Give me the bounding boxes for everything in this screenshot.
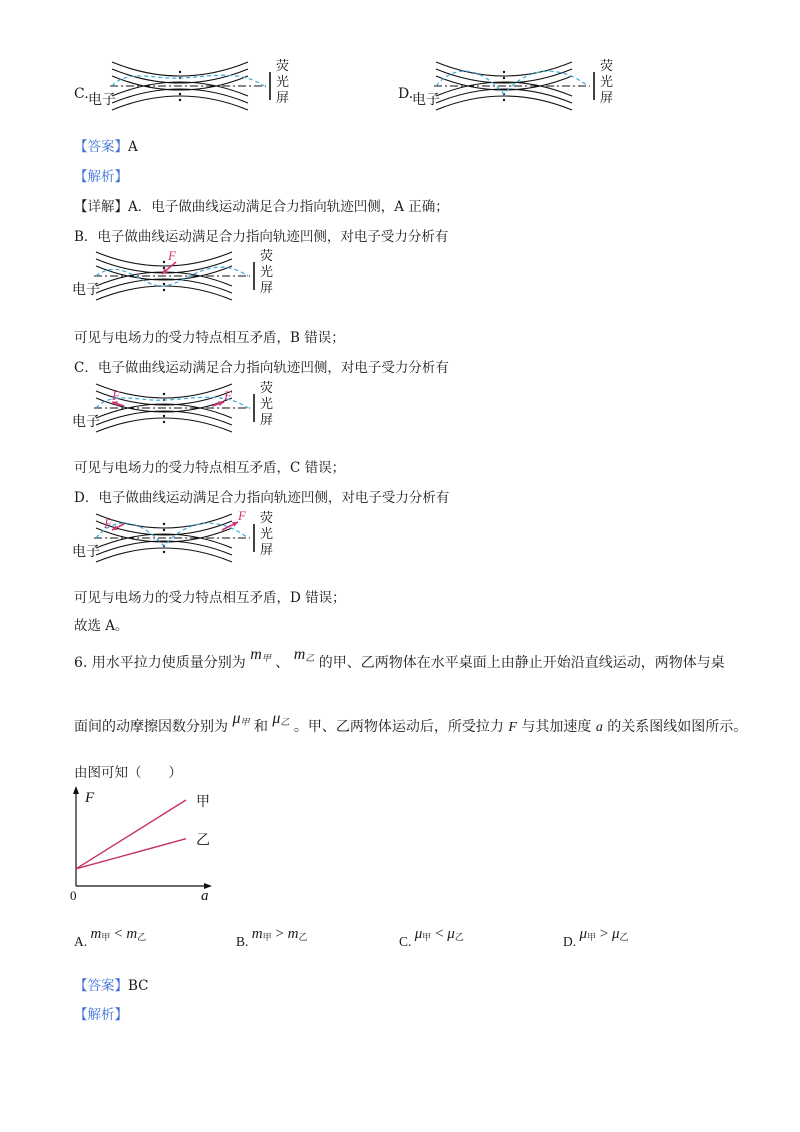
field-point — [503, 99, 505, 101]
electron-label: 电子 — [88, 92, 116, 108]
q6-line3: 由图可知（ ） — [74, 765, 182, 781]
force-figure-d — [72, 508, 282, 564]
field-line-upper — [112, 62, 248, 76]
conclusion-c: 可见与电场力的受力特点相互矛盾，C 错误； — [74, 460, 346, 476]
screen-label-char: 荧 — [260, 249, 274, 264]
option-d-label: D. — [398, 86, 414, 102]
field-point — [163, 551, 165, 553]
field-point — [503, 71, 505, 73]
electron-label: 电子 — [412, 92, 440, 108]
screen-label-char: 荧 — [276, 59, 290, 74]
screen-label-char: 屏 — [260, 543, 274, 558]
m-jia-symbol: $m_甲$ — [250, 646, 271, 663]
q6-analysis-bracket: 【解析】 — [74, 1007, 128, 1023]
field-line-lower — [112, 96, 248, 110]
mu-yi-symbol: $\mu_乙$ — [272, 710, 290, 727]
option-c-label: C. — [74, 86, 89, 102]
detail-d-text: D．电子做曲线运动满足合力指向轨迹凹侧，对电子受力分析有 — [74, 490, 450, 506]
q6-option-a[interactable] — [74, 926, 147, 949]
field-figure-option-c — [88, 56, 298, 112]
field-point — [179, 99, 181, 101]
field-line-lower — [96, 286, 232, 300]
analysis-bracket: 【解析】 — [74, 169, 128, 185]
detail-c-text: C．电子做曲线运动满足合力指向轨迹凹侧，对电子受力分析有 — [74, 360, 449, 376]
screen-label-char: 光 — [260, 397, 274, 412]
detail-a-line — [74, 195, 449, 215]
series-label: 乙 — [196, 832, 210, 849]
field-line-upper — [96, 514, 232, 528]
q6-sep: 、 — [275, 655, 290, 671]
screen-label-char: 屏 — [260, 281, 274, 296]
option-expression: $m_甲 > m_乙$ — [251, 926, 308, 942]
option-expression: $m_甲 < m_乙$ — [90, 926, 147, 942]
field-line-upper — [436, 62, 572, 76]
q6-line2-mid: 。甲、乙两物体运动后，所受拉力 — [293, 719, 504, 735]
field-point — [163, 289, 165, 291]
option-expression: $\mu_甲 > \mu_乙$ — [579, 926, 629, 942]
a-symbol: a — [595, 720, 603, 735]
conclusion-b: 可见与电场力的受力特点相互矛盾，B 错误； — [74, 330, 345, 346]
q6-answer-bracket: 【答案】 — [74, 978, 128, 994]
force-label: F — [238, 508, 246, 523]
field-point — [179, 93, 181, 95]
answer-bracket: 【答案】 — [74, 139, 128, 155]
q6-option-c[interactable] — [399, 926, 464, 949]
q6-line2-end: 的关系图线如图所示。 — [607, 719, 748, 735]
force-label: F — [168, 248, 176, 263]
y-axis-label: F — [85, 790, 95, 806]
field-line-upper — [96, 252, 232, 266]
x-axis-label: a — [201, 888, 209, 902]
screen-label-char: 荧 — [600, 59, 614, 74]
screen-label-char: 屏 — [260, 413, 274, 428]
field-point — [163, 267, 165, 269]
detail-bracket: 【详解】 — [74, 199, 128, 215]
mu-jia-symbol: $\mu_甲$ — [232, 710, 250, 727]
series-line-yi — [76, 839, 186, 869]
field-point — [163, 523, 165, 525]
field-point — [179, 71, 181, 73]
field-line-lower — [436, 96, 572, 110]
screen-label-char: 荧 — [260, 381, 274, 396]
field-point — [163, 415, 165, 417]
conclusion-d: 可见与电场力的受力特点相互矛盾，D 错误； — [74, 590, 346, 606]
q6-answer-value: BC — [128, 978, 149, 994]
q6-line2 — [74, 710, 748, 736]
field-line-lower — [96, 418, 232, 432]
f-a-chart — [66, 782, 226, 902]
q6-option-d[interactable] — [563, 926, 629, 949]
q6-line1-end: 的甲、乙两物体在水平桌面上由静止开始沿直线运动，两物体与桌 — [318, 655, 725, 671]
screen-label-char: 光 — [276, 75, 290, 90]
q6-line1-start: 6. 用水平拉力使质量分别为 — [74, 655, 246, 671]
electron-label: 电子 — [72, 544, 100, 560]
option-letter: A. — [74, 934, 91, 949]
force-figure-c — [72, 378, 282, 434]
origin-label: 0 — [70, 888, 77, 902]
electron-label: 电子 — [72, 414, 100, 430]
detail-b-text: B．电子做曲线运动满足合力指向轨迹凹侧，对电子受力分析有 — [74, 229, 449, 245]
option-letter: B. — [236, 934, 252, 949]
q6-line2-start: 面间的动摩擦因数分别为 — [74, 719, 228, 735]
m-yi-symbol: $m_乙$ — [293, 646, 315, 663]
final-choice: 故选 A。 — [74, 618, 129, 634]
y-axis-arrow — [73, 786, 79, 794]
screen-label-char: 荧 — [260, 511, 274, 526]
q6-line1 — [74, 646, 725, 672]
q6-line2-mid2: 与其加速度 — [521, 719, 592, 735]
screen-label-char: 光 — [260, 265, 274, 280]
series-line-jia — [76, 800, 186, 869]
screen-label-char: 光 — [260, 527, 274, 542]
q6-option-b[interactable] — [236, 926, 308, 949]
f-symbol: F — [508, 720, 517, 735]
field-point — [163, 529, 165, 531]
field-point — [163, 421, 165, 423]
field-figure-option-d — [412, 56, 622, 112]
option-letter: D. — [563, 934, 580, 949]
option-expression: $\mu_甲 < \mu_乙$ — [414, 926, 464, 942]
force-label: F — [112, 388, 120, 403]
field-point — [163, 283, 165, 285]
q6-answer-line — [74, 974, 149, 994]
answer-value: A — [128, 139, 138, 155]
electron-label: 电子 — [72, 282, 100, 298]
answer-line — [74, 135, 138, 155]
screen-label-char: 光 — [600, 75, 614, 90]
force-figure-b — [72, 246, 282, 302]
field-point — [163, 261, 165, 263]
detail-a-text: A．电子做曲线运动满足合力指向轨迹凹侧，A 正确； — [128, 199, 449, 215]
field-point — [503, 77, 505, 79]
force-label: F — [104, 516, 112, 531]
screen-label-char: 屏 — [600, 91, 614, 106]
field-line-lower — [96, 548, 232, 562]
field-point — [163, 393, 165, 395]
series-label: 甲 — [196, 794, 210, 810]
option-letter: C. — [399, 934, 415, 949]
force-label: F — [224, 388, 232, 403]
q6-and: 和 — [253, 719, 268, 735]
screen-label-char: 屏 — [276, 91, 290, 106]
